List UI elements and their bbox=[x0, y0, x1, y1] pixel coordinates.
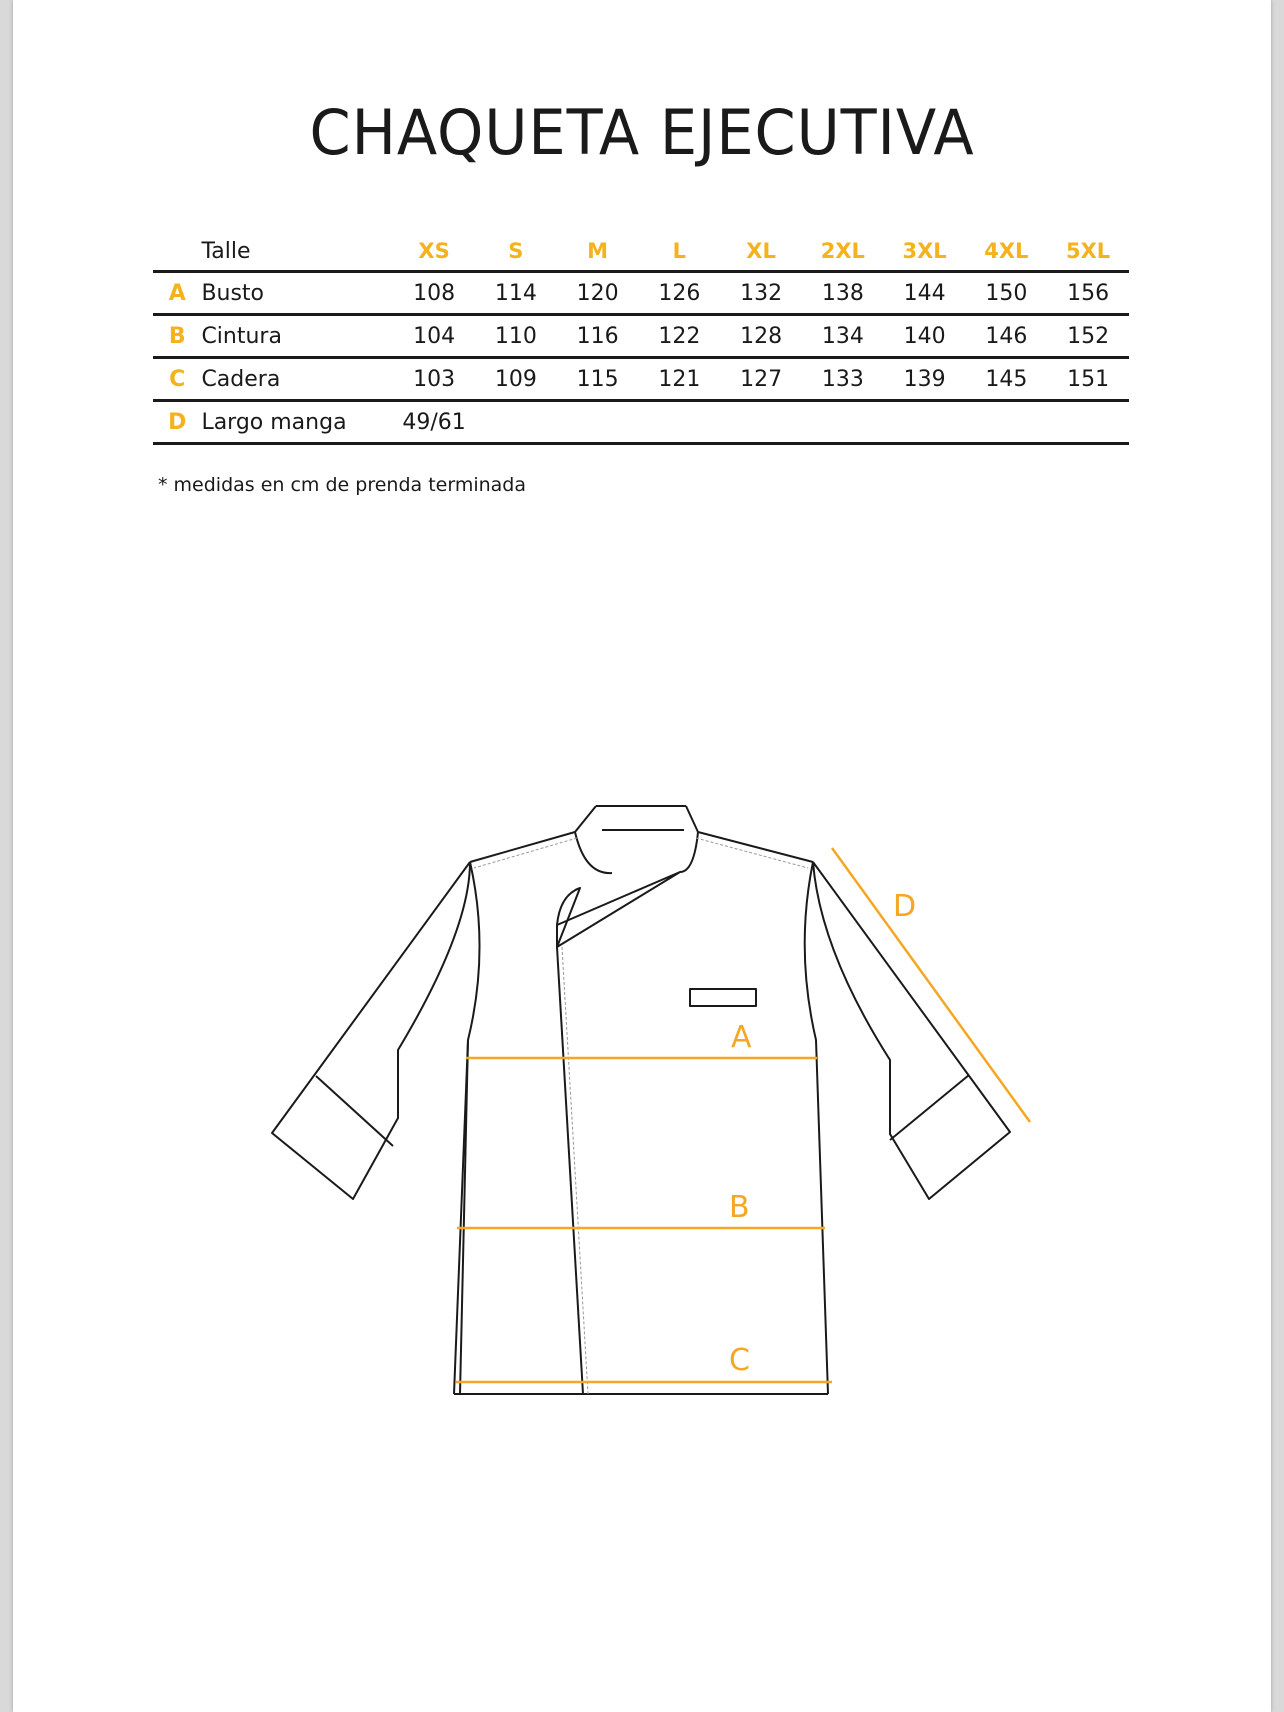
label-a: A bbox=[731, 1020, 752, 1055]
measure-value: 132 bbox=[720, 272, 802, 315]
stitch-placket bbox=[562, 947, 588, 1394]
right-shoulder bbox=[698, 832, 813, 862]
size-header: 5XL bbox=[1047, 232, 1129, 272]
size-header: 4XL bbox=[965, 232, 1047, 272]
measure-value: 138 bbox=[802, 272, 884, 315]
measure-value: 121 bbox=[638, 358, 720, 401]
measure-value: 127 bbox=[720, 358, 802, 401]
right-body-side bbox=[805, 862, 828, 1394]
stitch-right-shoulder bbox=[696, 838, 808, 868]
left-cuff bbox=[316, 1076, 393, 1146]
measure-value: 133 bbox=[802, 358, 884, 401]
measure-name: Largo manga bbox=[201, 401, 393, 444]
size-header: 3XL bbox=[884, 232, 966, 272]
page-title: CHAQUETA EJECUTIVA bbox=[309, 96, 975, 169]
measure-value: 109 bbox=[475, 358, 557, 401]
measure-value: 150 bbox=[965, 272, 1047, 315]
size-header: M bbox=[557, 232, 639, 272]
measure-name: Cintura bbox=[201, 315, 393, 358]
measure-letter: B bbox=[153, 315, 201, 358]
size-header: XL bbox=[720, 232, 802, 272]
collar-left bbox=[575, 806, 612, 873]
measure-value: 156 bbox=[1047, 272, 1129, 315]
size-header: S bbox=[475, 232, 557, 272]
measure-value: 128 bbox=[720, 315, 802, 358]
measure-value: 140 bbox=[884, 315, 966, 358]
measure-value: 104 bbox=[393, 315, 475, 358]
measurement-note: * medidas en cm de prenda terminada bbox=[158, 474, 526, 496]
label-b: B bbox=[729, 1190, 750, 1225]
measure-line-d bbox=[832, 848, 1030, 1122]
measure-value: 108 bbox=[393, 272, 475, 315]
measure-value: 126 bbox=[638, 272, 720, 315]
left-body-side bbox=[460, 862, 480, 1394]
measure-value: 134 bbox=[802, 315, 884, 358]
measure-value: 146 bbox=[965, 315, 1047, 358]
measure-value: 139 bbox=[884, 358, 966, 401]
measure-value: 110 bbox=[475, 315, 557, 358]
measure-value: 103 bbox=[393, 358, 475, 401]
measure-name: Cadera bbox=[201, 358, 393, 401]
measure-value: 120 bbox=[557, 272, 639, 315]
measure-letter: D bbox=[153, 401, 201, 444]
measure-value: 151 bbox=[1047, 358, 1129, 401]
front-placket bbox=[557, 888, 583, 1394]
size-header: 2XL bbox=[802, 232, 884, 272]
label-c: C bbox=[729, 1343, 750, 1378]
header-label: Talle bbox=[201, 232, 393, 272]
right-cuff bbox=[890, 1075, 969, 1140]
measure-name: Busto bbox=[201, 272, 393, 315]
measure-value: 122 bbox=[638, 315, 720, 358]
measure-value: 116 bbox=[557, 315, 639, 358]
chest-pocket bbox=[690, 989, 756, 1006]
measure-letter: C bbox=[153, 358, 201, 401]
left-sleeve-outer bbox=[272, 862, 470, 1199]
measure-value: 145 bbox=[965, 358, 1047, 401]
left-shoulder bbox=[470, 832, 575, 862]
measure-value: 114 bbox=[475, 272, 557, 315]
measure-value: 152 bbox=[1047, 315, 1129, 358]
size-header: L bbox=[638, 232, 720, 272]
measure-value: 144 bbox=[884, 272, 966, 315]
label-d: D bbox=[893, 889, 917, 924]
size-header: XS bbox=[393, 232, 475, 272]
measure-value: 49/61 bbox=[393, 401, 475, 444]
measure-letter: A bbox=[153, 272, 201, 315]
stitch-left-shoulder bbox=[474, 838, 577, 868]
measure-value: 115 bbox=[557, 358, 639, 401]
